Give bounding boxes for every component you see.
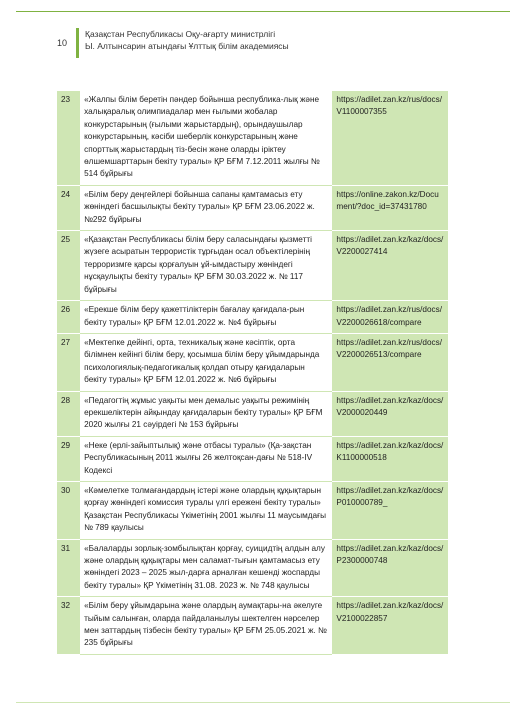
table-row: [57, 231, 448, 301]
row-number: 25: [57, 231, 80, 301]
table-row: [57, 301, 448, 334]
row-link[interactable]: https://online.zakon.kz/Document/?doc_id=37431780: [332, 185, 448, 230]
table-row: [57, 91, 448, 185]
row-description: «Ерекше білім беру қажеттіліктерін бағалау қағидала-рын бекіту туралы» ҚР БҒМ 12.01.2022 ж. №4 бұйрығы: [80, 301, 332, 334]
page-header: [0, 0, 510, 72]
row-number: 24: [57, 185, 80, 230]
row-number: 30: [57, 481, 80, 539]
row-description: «Жалпы білім беретін пәндер бойынша республика-лық және халықаралық олимпиадалар мен ғылыми жобалар конкурстарының (ғылыми жарыстардың), орындаушылар конкурстарының, кәсіби шеберлік конкурстарының және спорттық жарыстардың тіз-бесін және оларды іріктеу өлшемшарттарын бекіту туралы» ҚР БҒМ 7.12.2011 жылғы № 514 бұйрығы: [80, 91, 332, 185]
row-description: «Неке (ерлі-зайыптылық) және отбасы туралы» (Қа-зақстан Республикасының 2011 жылғы 26 желтоқсан-дағы № 518-IV Кодексі: [80, 436, 332, 481]
row-link[interactable]: https://adilet.zan.kz/rus/docs/V2200026618/compare: [332, 301, 448, 334]
header-line-1: Қазақстан Республикасы Оқу-ағарту министрлігі: [85, 29, 276, 39]
row-number: 23: [57, 91, 80, 185]
table-row: [57, 333, 448, 391]
row-description: «Білім беру деңгейлері бойынша сапаны қамтамасыз ету жөніндегі басшылықты бекіту туралы» ҚР БҒМ 23.06.2022 ж. №292 бұйрығы: [80, 185, 332, 230]
row-link[interactable]: https://adilet.zan.kz/rus/docs/V2200026513/compare: [332, 333, 448, 391]
row-link[interactable]: https://adilet.zan.kz/kaz/docs/P2300000748: [332, 539, 448, 597]
row-description: «Білім беру ұйымдарына және олардың аумақтары-на әкелуге тыйым салынған, оларда пайдаланылуы шектелген нәрселер мен заттардың тізбесін бекіту туралы» ҚР БҒМ 25.05.2021 ж. № 235 бұйрығы: [80, 597, 332, 655]
table-row: [57, 481, 448, 539]
row-link[interactable]: https://adilet.zan.kz/kaz/docs/K1100000518: [332, 436, 448, 481]
row-number: 32: [57, 597, 80, 655]
row-description: «Мектепке дейінгі, орта, техникалық және кәсіптік, орта білімнен кейінгі білім беру, қосымша білім беру ұйымдарында психологиялық-педагогикалық қолдап отыру қағидаларын бекіту туралы» ҚР БҒМ 12.01.2022 ж. №6 бұйрығы: [80, 333, 332, 391]
header-rule: [16, 11, 510, 12]
header-line-2: Ы. Алтынсарин атындағы Ұлттық білім академиясы: [85, 41, 289, 51]
header-title: [85, 28, 289, 52]
row-link[interactable]: https://adilet.zan.kz/rus/docs/V1100007355: [332, 91, 448, 185]
row-number: 31: [57, 539, 80, 597]
row-number: 26: [57, 301, 80, 334]
documents-table: [57, 91, 448, 655]
row-link[interactable]: https://adilet.zan.kz/kaz/docs/V2200027414: [332, 231, 448, 301]
row-link[interactable]: https://adilet.zan.kz/kaz/docs/V2100022857: [332, 597, 448, 655]
table-row: [57, 391, 448, 436]
row-link[interactable]: https://adilet.zan.kz/kaz/docs/P010000789_: [332, 481, 448, 539]
row-link[interactable]: https://adilet.zan.kz/kaz/docs/V2000020449: [332, 391, 448, 436]
header-accent-bar: [76, 28, 79, 58]
row-number: 27: [57, 333, 80, 391]
row-description: «Балаларды зорлық-зомбылықтан қорғау, суицидтің алдын алу және олардың құқықтары мен саламат-тығын қамтамасыз ету жөніндегі 2023 – 2025 жыл-дарға арналған кешенді жоспарды бекіту туралы» ҚР Үкіметінің 31.08. 2023 ж. № 748 қаулысы: [80, 539, 332, 597]
row-number: 28: [57, 391, 80, 436]
footer-rule: [16, 702, 510, 703]
row-description: «Кәмелетке толмағандардың істері және олардың құқықтарын қорғау жөніндегі комиссия туралы үлгі ережені бекіту туралы» Қазақстан Республикасы Үкіметінің 2001 жылғы 11 маусымдағы № 789 қаулысы: [80, 481, 332, 539]
table-row: [57, 185, 448, 230]
row-description: «Педагогтің жұмыс уақыты мен демалыс уақыты режимінің ерекшеліктерін айқындау қағидаларын бекіту туралы» ҚР БҒМ 2020 жылғы 21 сәуірдегі № 153 бұйрығы: [80, 391, 332, 436]
page-number: 10: [57, 38, 68, 48]
row-number: 29: [57, 436, 80, 481]
table-row: [57, 539, 448, 597]
table-row: [57, 436, 448, 481]
table-row: [57, 597, 448, 655]
row-description: «Қазақстан Республикасы білім беру саласындағы қызметті жүзеге асыратын террористік тұрғыдан осал объектілерінің терроризмге қарсы қорғалуын ұй-ымдастыру жөніндегі нұсқаулықты бекіту туралы» ҚР БҒМ 30.03.2022 ж. № 117 бұйрығы: [80, 231, 332, 301]
